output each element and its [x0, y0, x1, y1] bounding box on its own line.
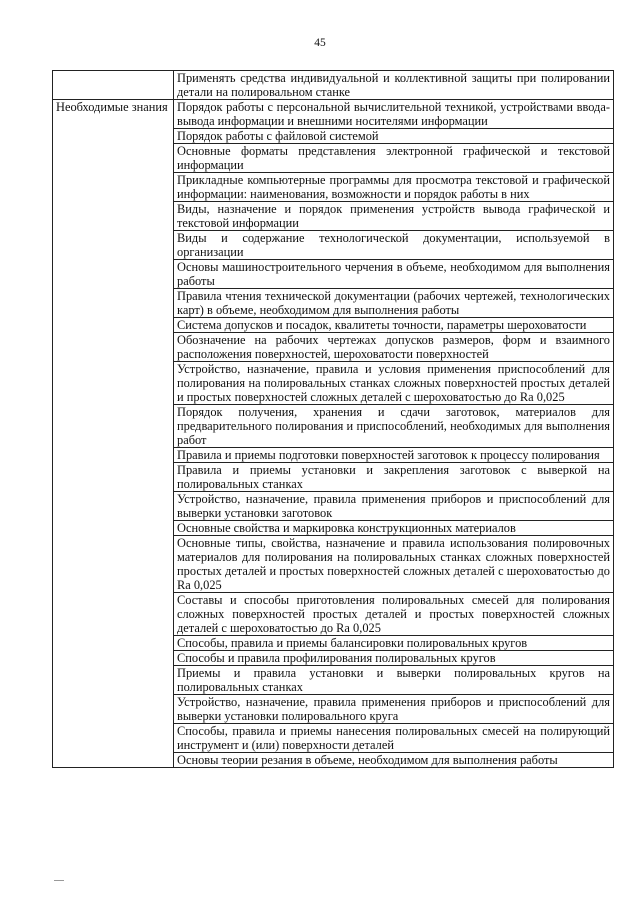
knowledge-item: Правила чтения технической документации (рабочих чертежей, технологических карт) в объеме, необходимом для выполнения работы [174, 289, 614, 318]
knowledge-item: Устройство, назначение, правила применения приборов и приспособлений для выверки установки заготовок [174, 492, 614, 521]
knowledge-item: Система допусков и посадок, квалитеты точности, параметры шероховатости [174, 318, 614, 333]
knowledge-item: Обозначение на рабочих чертежах допусков размеров, форм и взаимного расположения поверхностей, шероховатости поверхностей [174, 333, 614, 362]
knowledge-item: Виды и содержание технологической документации, используемой в организации [174, 231, 614, 260]
knowledge-item: Устройство, назначение, правила применения приборов и приспособлений для выверки установки полировального круга [174, 695, 614, 724]
section-label: Необходимые знания [53, 100, 174, 768]
table-row [53, 71, 614, 100]
knowledge-item: Устройство, назначение, правила и условия применения приспособлений для полирования на полировальных станках сложных поверхностей простых деталей и простых поверхностей сложных деталей с шероховатостью до Ra 0,025 [174, 362, 614, 405]
knowledge-item: Основы теории резания в объеме, необходимом для выполнения работы [174, 753, 614, 768]
knowledge-item: Основные свойства и маркировка конструкционных материалов [174, 521, 614, 536]
table-row [53, 100, 614, 129]
knowledge-item: Правила и приемы установки и закрепления заготовок с выверкой на полировальных станках [174, 463, 614, 492]
knowledge-item: Порядок получения, хранения и сдачи заготовок, материалов для предварительного полирования и приспособлений, необходимых для выполнения работ [174, 405, 614, 448]
knowledge-item: Способы и правила профилирования полировальных кругов [174, 651, 614, 666]
empty-label-cell [53, 71, 174, 100]
knowledge-item: Правила и приемы подготовки поверхностей заготовок к процессу полирования [174, 448, 614, 463]
knowledge-item: Способы, правила и приемы нанесения полировальных смесей на полирующий инструмент и (или) поверхности деталей [174, 724, 614, 753]
knowledge-item: Основные типы, свойства, назначение и правила использования полировочных материалов для полирования на полировальных станках сложных поверхностей простых деталей и простых поверхностей сложных деталей с шероховатостью до Ra 0,025 [174, 536, 614, 593]
page-number: 45 [314, 37, 326, 49]
knowledge-item: Основы машиностроительного черчения в объеме, необходимом для выполнения работы [174, 260, 614, 289]
scan-mark [54, 880, 64, 881]
knowledge-item: Основные форматы представления электронной графической и текстовой информации [174, 144, 614, 173]
knowledge-item: Приемы и правила установки и выверки полировальных кругов на полировальных станках [174, 666, 614, 695]
knowledge-item: Прикладные компьютерные программы для просмотра текстовой и графической информации: наименования, возможности и порядок работы в них [174, 173, 614, 202]
knowledge-item: Порядок работы с персональной вычислительной техникой, устройствами ввода-вывода информации и внешними носителями информации [174, 100, 614, 129]
continuation-cell: Применять средства индивидуальной и коллективной защиты при полировании детали на полировальном станке [174, 71, 614, 100]
knowledge-table [52, 70, 614, 768]
knowledge-item: Способы, правила и приемы балансировки полировальных кругов [174, 636, 614, 651]
knowledge-item: Порядок работы с файловой системой [174, 129, 614, 144]
knowledge-item: Виды, назначение и порядок применения устройств вывода графической и текстовой информации [174, 202, 614, 231]
knowledge-item: Составы и способы приготовления полировальных смесей для полирования сложных поверхностей простых деталей и простых поверхностей сложных деталей с шероховатостью до Ra 0,025 [174, 593, 614, 636]
